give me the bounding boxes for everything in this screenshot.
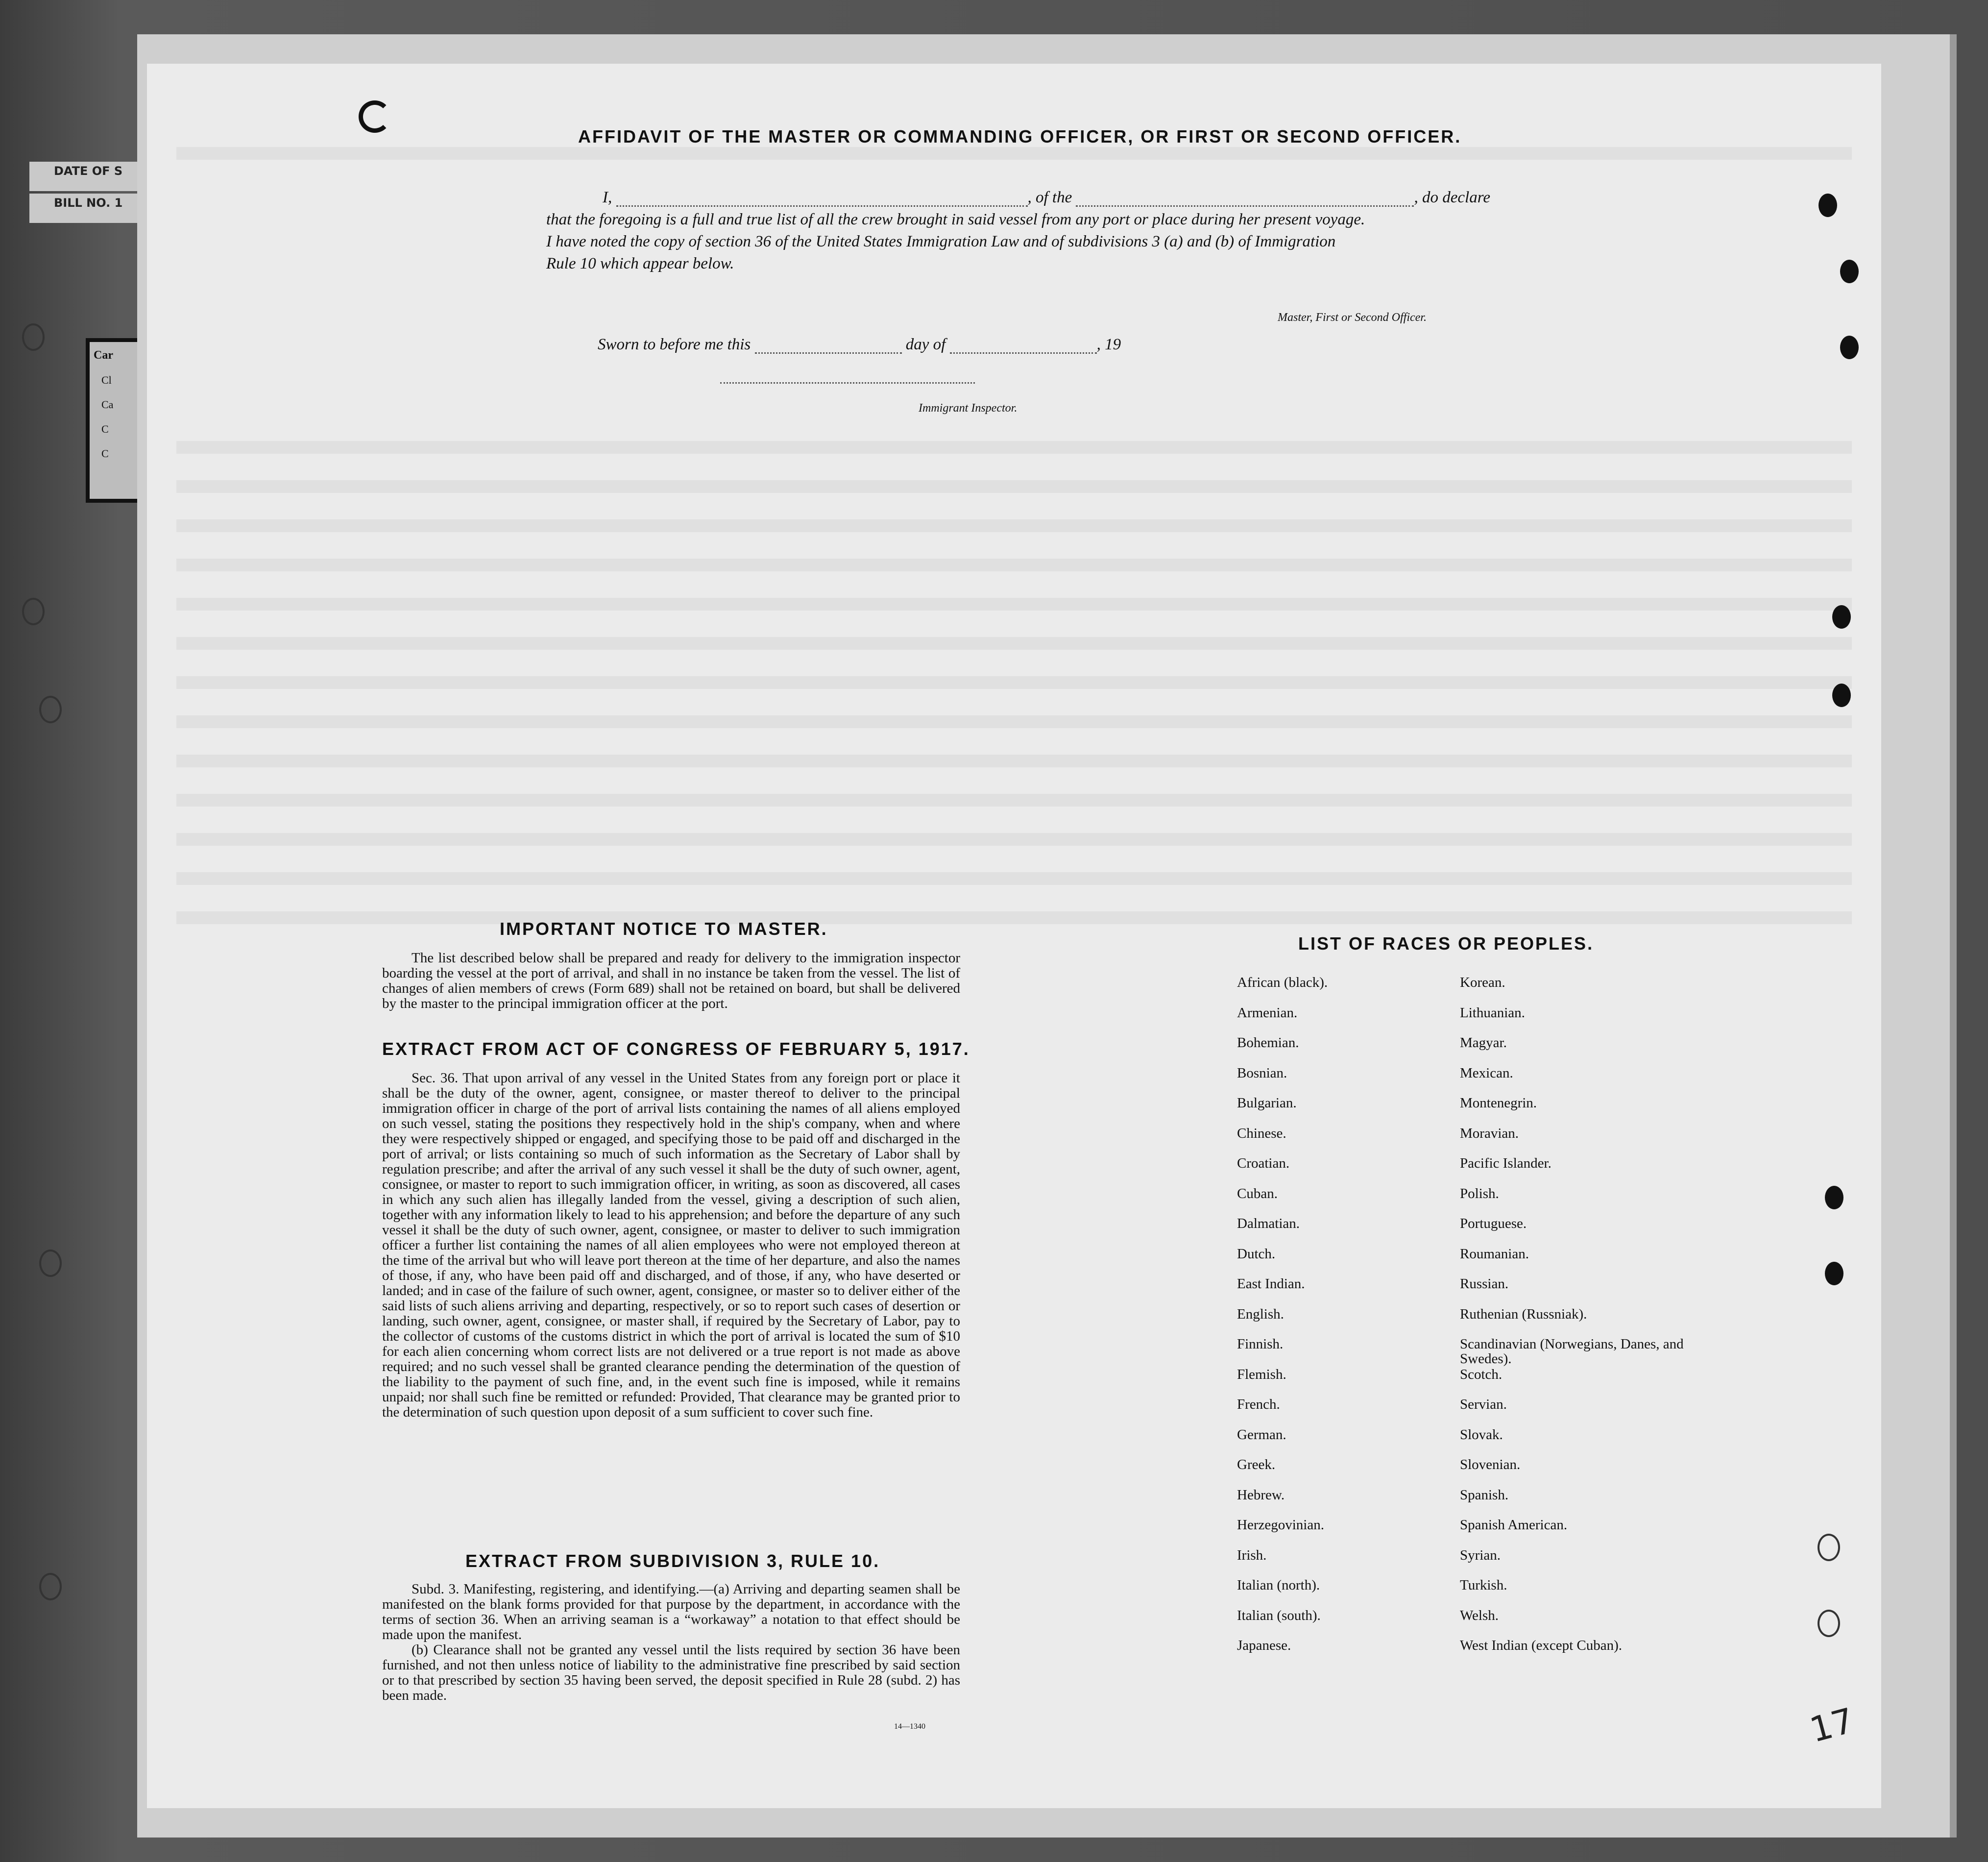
race-item: Flemish.: [1237, 1366, 1286, 1382]
rule-extract-body: [382, 1582, 960, 1703]
affidavit-of-the-label: , of the: [1027, 189, 1072, 206]
affidavit-text-line-2: that the foregoing is a full and true list of all the crew brought in said vessel from any port or place during her present voyage.: [546, 211, 1365, 228]
affidavit-text-line-4: Rule 10 which appear below.: [546, 255, 734, 272]
race-item: Lithuanian.: [1460, 1004, 1525, 1021]
stamp-box-line: Car: [94, 349, 113, 362]
vessel-name-field[interactable]: [1076, 205, 1414, 207]
punch-hole-icon: [1832, 605, 1851, 629]
race-item: English.: [1237, 1306, 1284, 1322]
immigrant-inspector-label: Immigrant Inspector.: [919, 402, 1018, 415]
affidavit-i-label: I,: [603, 189, 612, 206]
race-item: Ruthenian (Russniak).: [1460, 1306, 1587, 1322]
race-item: Pacific Islander.: [1460, 1155, 1552, 1171]
race-item: West Indian (except Cuban).: [1460, 1638, 1623, 1653]
corner-pencil-mark: 17: [1805, 1700, 1859, 1751]
rule-extract-para-a: Subd. 3. Manifesting, registering, and identifying.—(a) Arriving and departing seamen shall be manifested on the blank forms provided for that purpose by the department, in accordance with the terms of section 36. When an arriving seaman is a “workaway” a notation to that effect should be made upon the manifest.: [382, 1581, 960, 1642]
race-item: Hebrew.: [1237, 1487, 1285, 1503]
bleed-through-row: [176, 598, 1852, 611]
master-name-field[interactable]: [616, 205, 1028, 207]
punch-hole-icon: [1818, 1610, 1840, 1637]
act-extract-body: [382, 1071, 960, 1420]
race-item: German.: [1237, 1426, 1286, 1443]
affidavit-title: AFFIDAVIT OF THE MASTER OR COMMANDING OFFICER, OR FIRST OR SECOND OFFICER.: [578, 126, 1462, 147]
binder-ring-icon: [39, 696, 62, 723]
punch-hole-icon: [1832, 684, 1851, 707]
notice-body: [382, 951, 960, 1011]
races-column-1: [1237, 975, 1443, 1668]
race-item: Herzegovinian.: [1237, 1517, 1324, 1533]
punch-hole-icon: [1818, 194, 1837, 217]
bleed-through-row: [176, 441, 1852, 454]
race-item: Slovenian.: [1460, 1457, 1521, 1472]
race-item: Bosnian.: [1237, 1065, 1287, 1081]
notice-title: IMPORTANT NOTICE TO MASTER.: [500, 919, 828, 939]
sworn-month-field[interactable]: [950, 352, 1097, 354]
rule-extract-title: EXTRACT FROM SUBDIVISION 3, RULE 10.: [465, 1551, 880, 1571]
stamp-box-line: Ca: [101, 398, 114, 411]
races-column-2: [1460, 975, 1695, 1668]
race-item: Armenian.: [1237, 1004, 1298, 1021]
race-item: Greek.: [1237, 1457, 1276, 1472]
race-item: Italian (north).: [1237, 1577, 1320, 1593]
race-item: Croatian.: [1237, 1155, 1290, 1171]
race-item: Russian.: [1460, 1276, 1509, 1292]
year-label: , 19: [1096, 336, 1121, 353]
races-title: LIST OF RACES OR PEOPLES.: [1298, 933, 1594, 954]
affidavit-declaration-line: [603, 189, 1490, 207]
sworn-day-field[interactable]: [755, 352, 902, 354]
race-item: Welsh.: [1460, 1607, 1499, 1623]
race-item: Mexican.: [1460, 1065, 1513, 1081]
race-item: Syrian.: [1460, 1547, 1501, 1563]
race-item: Irish.: [1237, 1547, 1267, 1563]
notice-text: The list described below shall be prepared and ready for delivery to the immigration inspector boarding the vessel at the port of arrival, and shall in no instance be taken from the vessel. The list of changes of alien members of crews (Form 689) shall not be retained on board, but shall be delivered by the master to the principal immigration officer at the port.: [382, 950, 960, 1011]
bleed-through-row: [176, 559, 1852, 571]
bleed-through-row: [176, 480, 1852, 493]
race-item: Chinese.: [1237, 1125, 1286, 1141]
race-item: Dalmatian.: [1237, 1216, 1300, 1231]
binder-ring-icon: [22, 598, 45, 625]
day-of-label: day of: [905, 336, 946, 353]
race-item: Turkish.: [1460, 1577, 1507, 1593]
sworn-label: Sworn to before me this: [598, 336, 751, 353]
binder-ring-icon: [39, 1250, 62, 1277]
race-item: Scandinavian (Norwegians, Danes, and Swedes).: [1460, 1336, 1684, 1367]
race-item: Spanish American.: [1460, 1517, 1568, 1533]
race-item: Italian (south).: [1237, 1607, 1321, 1623]
race-item: French.: [1237, 1396, 1280, 1412]
bleed-through-row: [176, 676, 1852, 689]
stamp-box-line: C: [101, 447, 109, 460]
race-item: Dutch.: [1237, 1246, 1276, 1262]
race-item: Korean.: [1460, 975, 1505, 990]
race-item: Portuguese.: [1460, 1216, 1527, 1231]
form-number: 14—1340: [894, 1722, 925, 1731]
manifest-page: [147, 64, 1881, 1808]
race-item: Bulgarian.: [1237, 1095, 1297, 1111]
bleed-through-row: [176, 519, 1852, 532]
race-item: Spanish.: [1460, 1487, 1509, 1503]
left-stamp-line-1: DATE OF S: [54, 164, 123, 178]
binder-ring-icon: [39, 1573, 62, 1600]
race-item: Roumanian.: [1460, 1246, 1529, 1262]
race-item: East Indian.: [1237, 1276, 1305, 1292]
race-item: Magyar.: [1460, 1035, 1507, 1051]
master-signature-label: Master, First or Second Officer.: [1278, 311, 1427, 324]
race-item: Polish.: [1460, 1185, 1499, 1201]
bleed-through-row: [176, 911, 1852, 924]
bleed-through-row: [176, 794, 1852, 807]
race-item: Montenegrin.: [1460, 1095, 1537, 1111]
punch-hole-icon: [1840, 336, 1859, 359]
race-item: Japanese.: [1237, 1638, 1291, 1653]
bleed-through-row: [176, 147, 1852, 160]
act-extract-text: Sec. 36. That upon arrival of any vessel in the United States from any foreign port or place it shall be the duty of the owner, agent, consignee, or master thereof to deliver to the principal immigration officer in charge of the port of arrival lists containing the names of all aliens employed on such vessel, stating the positions they respectively hold in the ship's company, when and where they were respectively shipped or engaged, and specifying those to be paid off and discharged in the port of arrival; or lists containing so much of such information as the Secretary of Labor shall by regulation prescribe; and after the arrival of any such vessel it shall be the duty of such owner, agent, consignee, or master to report to such immigration officer, in writing, as soon as discovered, all cases in which any such alien has illegally landed from the vessel, giving a description of such alien, together with any information likely to lead to his apprehension; and before the departure of any such vessel it shall be the duty of such owner, agent, consignee, or master to deliver to such immigration officer a further list containing the names of all alien employees who were not employed thereon at the time of the arrival but who will leave port thereon at the time of her departure, and also the names of those, if any, who have been paid off and discharged, and of those, if any, who have deserted or landed; and in case of the failure of such owner, agent, consignee, or master so to deliver either of the said lists of such aliens arriving and departing, respectively, or so to report such cases of desertion or landing, such owner, agent, consignee, or master shall, if required by the Secretary of Labor, pay to the collector of customs of the customs district in which the port of arrival is located the sum of $10 for each alien concerning whom correct lists are not delivered or a true report is not made as above required; and no such vessel shall be granted clearance pending the determination of the question of the liability to the payment of such fine, and, in the event such fine is imposed, while it remains unpaid; nor shall such fine be remitted or refunded: Provided, That clearance may be granted prior to the determination of such question upon deposit of a sum sufficient to cover such fine.: [382, 1070, 960, 1420]
rule-extract-para-b: (b) Clearance shall not be granted any vessel until the lists required by section 36 have been furnished, and not then unless notice of liability to the administrative fine prescribed by said section or to that prescribed by section 35 having been served, the deposit specified in Rule 28 (subd. 2) has been made.: [382, 1642, 960, 1703]
bleed-through-row: [176, 872, 1852, 885]
left-stamp-line-2: BILL NO. 1: [54, 196, 123, 210]
bleed-through-row: [176, 755, 1852, 767]
race-item: Finnish.: [1237, 1336, 1284, 1352]
sworn-before-line: [598, 336, 1121, 354]
race-item: Slovak.: [1460, 1426, 1503, 1443]
race-item: Scotch.: [1460, 1366, 1503, 1382]
act-extract-title: EXTRACT FROM ACT OF CONGRESS OF FEBRUARY 5, 1917.: [382, 1039, 970, 1059]
stamp-box-line: Cl: [101, 374, 112, 386]
bleed-through-row: [176, 637, 1852, 650]
punch-hole-icon: [1840, 260, 1859, 283]
affidavit-do-declare-label: , do declare: [1414, 189, 1490, 206]
punch-hole-icon: [1825, 1262, 1843, 1285]
bleed-through-row: [176, 715, 1852, 728]
inspector-signature-field[interactable]: [720, 382, 975, 384]
stamp-box-line: C: [101, 423, 109, 435]
race-item: African (black).: [1237, 975, 1328, 990]
binder-ring-icon: [22, 323, 45, 351]
bleed-through-row: [176, 833, 1852, 846]
affidavit-text-line-3: I have noted the copy of section 36 of the United States Immigration Law and of subdivisions 3 (a) and (b) of Immigration: [546, 233, 1336, 250]
race-item: Bohemian.: [1237, 1035, 1299, 1051]
race-item: Cuban.: [1237, 1185, 1278, 1201]
corner-clip-mark-icon: [359, 100, 391, 133]
punch-hole-icon: [1825, 1186, 1843, 1209]
race-item: Servian.: [1460, 1396, 1507, 1412]
race-item: Moravian.: [1460, 1125, 1519, 1141]
punch-hole-icon: [1818, 1534, 1840, 1561]
